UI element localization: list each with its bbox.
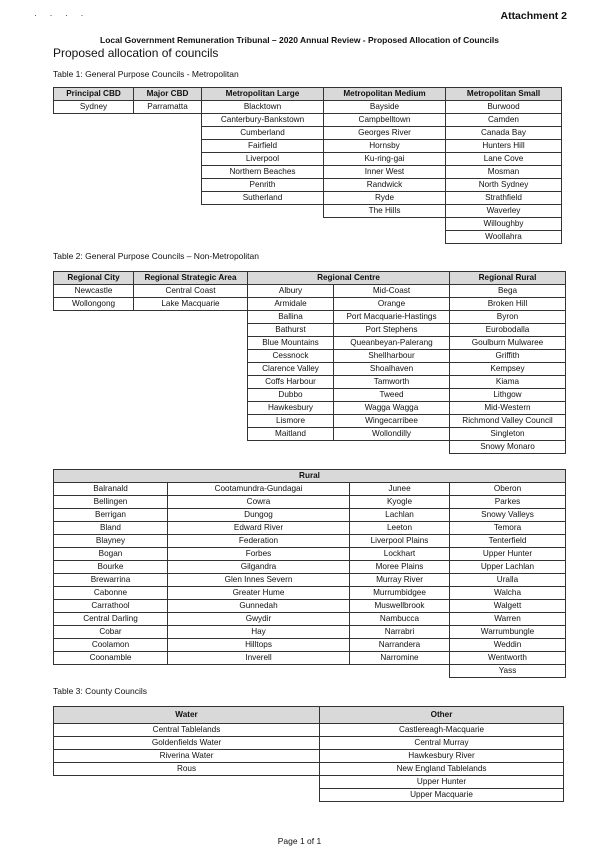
- table-cell: Yass: [450, 665, 566, 678]
- table-row: [54, 600, 566, 613]
- table-cell: [134, 114, 202, 127]
- table-cell: Upper Macquarie: [320, 789, 564, 802]
- table-cell: Snowy Monaro: [450, 441, 566, 454]
- table-cell: [54, 179, 134, 192]
- table-cell: Walcha: [450, 587, 566, 600]
- table-cell: [54, 415, 134, 428]
- table-cell: Ryde: [324, 192, 446, 205]
- table-cell: Murray River: [350, 574, 450, 587]
- table-header-row: [54, 272, 566, 285]
- table-cell: Bathurst: [248, 324, 334, 337]
- table-cell: Shoalhaven: [334, 363, 450, 376]
- table-cell: Camden: [446, 114, 562, 127]
- table-cell: Clarence Valley: [248, 363, 334, 376]
- table-row: [54, 350, 566, 363]
- table-cell: [134, 324, 248, 337]
- table-cell: [134, 218, 202, 231]
- table-cell: [54, 428, 134, 441]
- table-cell: [324, 218, 446, 231]
- table-cell: Wollondilly: [334, 428, 450, 441]
- table-cell: [134, 376, 248, 389]
- table-metropolitan: [53, 87, 562, 244]
- table-cell: Port Stephens: [334, 324, 450, 337]
- table-cell: [54, 231, 134, 244]
- table-cell: [134, 205, 202, 218]
- table-cell: [134, 350, 248, 363]
- table-cell: [54, 192, 134, 205]
- table-cell: Muswellbrook: [350, 600, 450, 613]
- table-cell: [324, 231, 446, 244]
- table-cell: Upper Hunter: [450, 548, 566, 561]
- table-row: [54, 324, 566, 337]
- table-row: [54, 376, 566, 389]
- table-cell: [134, 179, 202, 192]
- table-cell: Wagga Wagga: [334, 402, 450, 415]
- table-cell: [54, 402, 134, 415]
- table-cell: Wollongong: [54, 298, 134, 311]
- column-header: Metropolitan Medium: [324, 88, 446, 101]
- table-cell: Bourke: [54, 561, 168, 574]
- table-cell: Inverell: [168, 652, 350, 665]
- table-cell: Georges River: [324, 127, 446, 140]
- table-cell: Greater Hume: [168, 587, 350, 600]
- table-row: [54, 665, 566, 678]
- column-header: Regional Strategic Area: [134, 272, 248, 285]
- table-cell: Ballina: [248, 311, 334, 324]
- table1-caption: Table 1: General Purpose Councils - Metropolitan: [53, 69, 239, 79]
- table-cell: [134, 166, 202, 179]
- table-cell: [54, 324, 134, 337]
- table-cell: New England Tablelands: [320, 763, 564, 776]
- table-cell: Eurobodalla: [450, 324, 566, 337]
- table-row: [54, 509, 566, 522]
- table-cell: Liverpool: [202, 153, 324, 166]
- table-cell: Lismore: [248, 415, 334, 428]
- table-cell: Blue Mountains: [248, 337, 334, 350]
- table-cell: Nambucca: [350, 613, 450, 626]
- table-row: [54, 218, 562, 231]
- table-row: [54, 574, 566, 587]
- table-row: [54, 626, 566, 639]
- table-cell: [54, 153, 134, 166]
- table-row: [54, 114, 562, 127]
- column-header: Rural: [54, 470, 566, 483]
- table-row: [54, 548, 566, 561]
- table-cell: Lachlan: [350, 509, 450, 522]
- table-cell: Lake Macquarie: [134, 298, 248, 311]
- table-row: [54, 415, 566, 428]
- table-row: [54, 496, 566, 509]
- table-cell: Woollahra: [446, 231, 562, 244]
- table-cell: [54, 140, 134, 153]
- table-cell: Wentworth: [450, 652, 566, 665]
- table-cell: [54, 218, 134, 231]
- column-header: Regional Centre: [248, 272, 450, 285]
- table-cell: Glen Innes Severn: [168, 574, 350, 587]
- table-cell: [54, 337, 134, 350]
- table-body: [54, 101, 562, 244]
- table-cell: Cumberland: [202, 127, 324, 140]
- table-cell: [54, 363, 134, 376]
- table-cell: Central Tablelands: [54, 724, 320, 737]
- table-cell: [134, 311, 248, 324]
- table-cell: Newcastle: [54, 285, 134, 298]
- table-row: [54, 389, 566, 402]
- table-cell: Parramatta: [134, 101, 202, 114]
- table-cell: Temora: [450, 522, 566, 535]
- table-row: [54, 639, 566, 652]
- table-cell: [134, 441, 248, 454]
- table-row: [54, 776, 564, 789]
- table-cell: Berrigan: [54, 509, 168, 522]
- table-cell: [202, 205, 324, 218]
- table-cell: Narrandera: [350, 639, 450, 652]
- table-cell: [54, 311, 134, 324]
- table-cell: [54, 776, 320, 789]
- table-cell: Campbelltown: [324, 114, 446, 127]
- table-row: [54, 231, 562, 244]
- table-rural: [53, 469, 566, 678]
- table-cell: Brewarrina: [54, 574, 168, 587]
- table-row: [54, 522, 566, 535]
- table-cell: Broken Hill: [450, 298, 566, 311]
- table-cell: Waverley: [446, 205, 562, 218]
- table-header-row: [54, 470, 566, 483]
- table-cell: Narrabri: [350, 626, 450, 639]
- table-cell: Canterbury-Bankstown: [202, 114, 324, 127]
- table-cell: Upper Lachlan: [450, 561, 566, 574]
- table-cell: Upper Hunter: [320, 776, 564, 789]
- table-cell: Edward River: [168, 522, 350, 535]
- table-cell: Tamworth: [334, 376, 450, 389]
- table-cell: Castlereagh-Macquarie: [320, 724, 564, 737]
- table-cell: [202, 231, 324, 244]
- table-cell: Cowra: [168, 496, 350, 509]
- document-header: Local Government Remuneration Tribunal – 2020 Annual Review - Proposed Allocation of Councils: [100, 35, 499, 45]
- column-header: Regional City: [54, 272, 134, 285]
- table-row: [54, 587, 566, 600]
- table-row: [54, 337, 566, 350]
- table-cell: [134, 337, 248, 350]
- table-cell: Lane Cove: [446, 153, 562, 166]
- table-row: [54, 363, 566, 376]
- table-row: [54, 140, 562, 153]
- table-cell: Hunters Hill: [446, 140, 562, 153]
- table-row: [54, 402, 566, 415]
- page-title: Proposed allocation of councils: [53, 46, 219, 60]
- table-cell: Cobar: [54, 626, 168, 639]
- table-cell: Snowy Valleys: [450, 509, 566, 522]
- table-cell: [134, 140, 202, 153]
- table-row: [54, 535, 566, 548]
- table-cell: Shellharbour: [334, 350, 450, 363]
- table-cell: [54, 114, 134, 127]
- table-cell: Hawkesbury River: [320, 750, 564, 763]
- table-cell: [54, 389, 134, 402]
- table-cell: Coonamble: [54, 652, 168, 665]
- table-cell: Gilgandra: [168, 561, 350, 574]
- table-cell: Willoughby: [446, 218, 562, 231]
- table-cell: Uralla: [450, 574, 566, 587]
- table-cell: [54, 166, 134, 179]
- table-cell: Inner West: [324, 166, 446, 179]
- column-header: Metropolitan Small: [446, 88, 562, 101]
- table-body: [54, 483, 566, 678]
- column-header: Major CBD: [134, 88, 202, 101]
- table-row: [54, 613, 566, 626]
- scan-marks: · · · ·: [34, 10, 89, 20]
- table-row: [54, 789, 564, 802]
- table-cell: Tenterfield: [450, 535, 566, 548]
- table-cell: Cessnock: [248, 350, 334, 363]
- table-cell: Bogan: [54, 548, 168, 561]
- table-cell: Parkes: [450, 496, 566, 509]
- table-cell: Gunnedah: [168, 600, 350, 613]
- table-cell: Mid-Coast: [334, 285, 450, 298]
- table-cell: [134, 153, 202, 166]
- table3-caption: Table 3: County Councils: [53, 686, 148, 696]
- table-cell: Tweed: [334, 389, 450, 402]
- table-cell: Central Coast: [134, 285, 248, 298]
- table-cell: Ku-ring-gai: [324, 153, 446, 166]
- table-cell: Strathfield: [446, 192, 562, 205]
- table-body: [54, 285, 566, 454]
- table-cell: [350, 665, 450, 678]
- table-cell: Cabonne: [54, 587, 168, 600]
- table-cell: [54, 789, 320, 802]
- table-cell: Federation: [168, 535, 350, 548]
- table-cell: Lithgow: [450, 389, 566, 402]
- table-cell: Moree Plains: [350, 561, 450, 574]
- table-cell: [134, 415, 248, 428]
- table-cell: Narromine: [350, 652, 450, 665]
- table-row: [54, 652, 566, 665]
- table-cell: Oberon: [450, 483, 566, 496]
- table-cell: [134, 428, 248, 441]
- table-cell: Carrathool: [54, 600, 168, 613]
- column-header: Other: [320, 707, 564, 724]
- column-header: Metropolitan Large: [202, 88, 324, 101]
- table-cell: Hay: [168, 626, 350, 639]
- table-cell: Fairfield: [202, 140, 324, 153]
- table-cell: [54, 350, 134, 363]
- table-header-row: [54, 88, 562, 101]
- table-cell: Forbes: [168, 548, 350, 561]
- table-cell: Dungog: [168, 509, 350, 522]
- table-cell: Junee: [350, 483, 450, 496]
- table-cell: [134, 389, 248, 402]
- table-cell: Randwick: [324, 179, 446, 192]
- table-cell: Walgett: [450, 600, 566, 613]
- table-row: [54, 750, 564, 763]
- table-cell: Kiama: [450, 376, 566, 389]
- table-row: [54, 561, 566, 574]
- table-cell: Richmond Valley Council: [450, 415, 566, 428]
- table-cell: Central Darling: [54, 613, 168, 626]
- table-cell: Armidale: [248, 298, 334, 311]
- table-cell: Hawkesbury: [248, 402, 334, 415]
- table-cell: Warrumbungle: [450, 626, 566, 639]
- table-row: [54, 724, 564, 737]
- table-cell: Bland: [54, 522, 168, 535]
- table-cell: [248, 441, 334, 454]
- table-cell: Orange: [334, 298, 450, 311]
- table-cell: Balranald: [54, 483, 168, 496]
- table-row: [54, 737, 564, 750]
- table-cell: [202, 218, 324, 231]
- table-non-metropolitan: [53, 271, 566, 454]
- table-cell: Coffs Harbour: [248, 376, 334, 389]
- table-cell: Penrith: [202, 179, 324, 192]
- table-row: [54, 205, 562, 218]
- table-cell: Kyogle: [350, 496, 450, 509]
- table-row: [54, 166, 562, 179]
- table-cell: [54, 441, 134, 454]
- table-cell: Blacktown: [202, 101, 324, 114]
- table-cell: Northern Beaches: [202, 166, 324, 179]
- table-cell: Mid-Western: [450, 402, 566, 415]
- table-cell: Murrumbidgee: [350, 587, 450, 600]
- table-cell: Maitland: [248, 428, 334, 441]
- table-cell: [54, 665, 168, 678]
- table-cell: Weddin: [450, 639, 566, 652]
- table-row: [54, 153, 562, 166]
- table-cell: [134, 402, 248, 415]
- table-cell: Wingecarribee: [334, 415, 450, 428]
- table-cell: Rous: [54, 763, 320, 776]
- table-cell: Kempsey: [450, 363, 566, 376]
- table-cell: Central Murray: [320, 737, 564, 750]
- table-cell: [134, 192, 202, 205]
- table-cell: The Hills: [324, 205, 446, 218]
- table-cell: Singleton: [450, 428, 566, 441]
- table-cell: Sutherland: [202, 192, 324, 205]
- table-row: [54, 298, 566, 311]
- table-cell: Bayside: [324, 101, 446, 114]
- table-cell: Port Macquarie-Hastings: [334, 311, 450, 324]
- table-cell: Dubbo: [248, 389, 334, 402]
- table-cell: Hilltops: [168, 639, 350, 652]
- table-cell: Mosman: [446, 166, 562, 179]
- table-cell: Bega: [450, 285, 566, 298]
- table-cell: Liverpool Plains: [350, 535, 450, 548]
- table-row: [54, 311, 566, 324]
- table-row: [54, 101, 562, 114]
- table-cell: Sydney: [54, 101, 134, 114]
- table-cell: Gwydir: [168, 613, 350, 626]
- table-row: [54, 483, 566, 496]
- table-cell: Goldenfields Water: [54, 737, 320, 750]
- table-row: [54, 127, 562, 140]
- table-cell: [168, 665, 350, 678]
- table-row: [54, 179, 562, 192]
- table-cell: Griffith: [450, 350, 566, 363]
- table-body: [54, 724, 564, 802]
- table2-caption: Table 2: General Purpose Councils – Non-Metropolitan: [53, 251, 260, 261]
- table-cell: [54, 205, 134, 218]
- table-cell: [134, 231, 202, 244]
- table-cell: Cootamundra-Gundagai: [168, 483, 350, 496]
- table-cell: Leeton: [350, 522, 450, 535]
- table-cell: [54, 376, 134, 389]
- column-header: Principal CBD: [54, 88, 134, 101]
- page-number: Page 1 of 1: [277, 836, 322, 846]
- table-county-councils: [53, 706, 564, 802]
- column-header: Water: [54, 707, 320, 724]
- table-cell: Canada Bay: [446, 127, 562, 140]
- table-cell: Burwood: [446, 101, 562, 114]
- table-cell: Blayney: [54, 535, 168, 548]
- table-cell: Queanbeyan-Palerang: [334, 337, 450, 350]
- table-row: [54, 428, 566, 441]
- table-cell: [334, 441, 450, 454]
- attachment-label: Attachment 2: [500, 10, 567, 22]
- table-cell: Bellingen: [54, 496, 168, 509]
- table-row: [54, 441, 566, 454]
- table-cell: Byron: [450, 311, 566, 324]
- table-cell: [54, 127, 134, 140]
- table-row: [54, 285, 566, 298]
- table-cell: Goulburn Mulwaree: [450, 337, 566, 350]
- table-cell: [134, 363, 248, 376]
- table-header-row: [54, 707, 564, 724]
- table-cell: Albury: [248, 285, 334, 298]
- table-cell: Coolamon: [54, 639, 168, 652]
- table-cell: North Sydney: [446, 179, 562, 192]
- table-row: [54, 192, 562, 205]
- table-cell: Lockhart: [350, 548, 450, 561]
- table-cell: [134, 127, 202, 140]
- table-row: [54, 763, 564, 776]
- table-cell: Hornsby: [324, 140, 446, 153]
- table-cell: Warren: [450, 613, 566, 626]
- column-header: Regional Rural: [450, 272, 566, 285]
- table-cell: Riverina Water: [54, 750, 320, 763]
